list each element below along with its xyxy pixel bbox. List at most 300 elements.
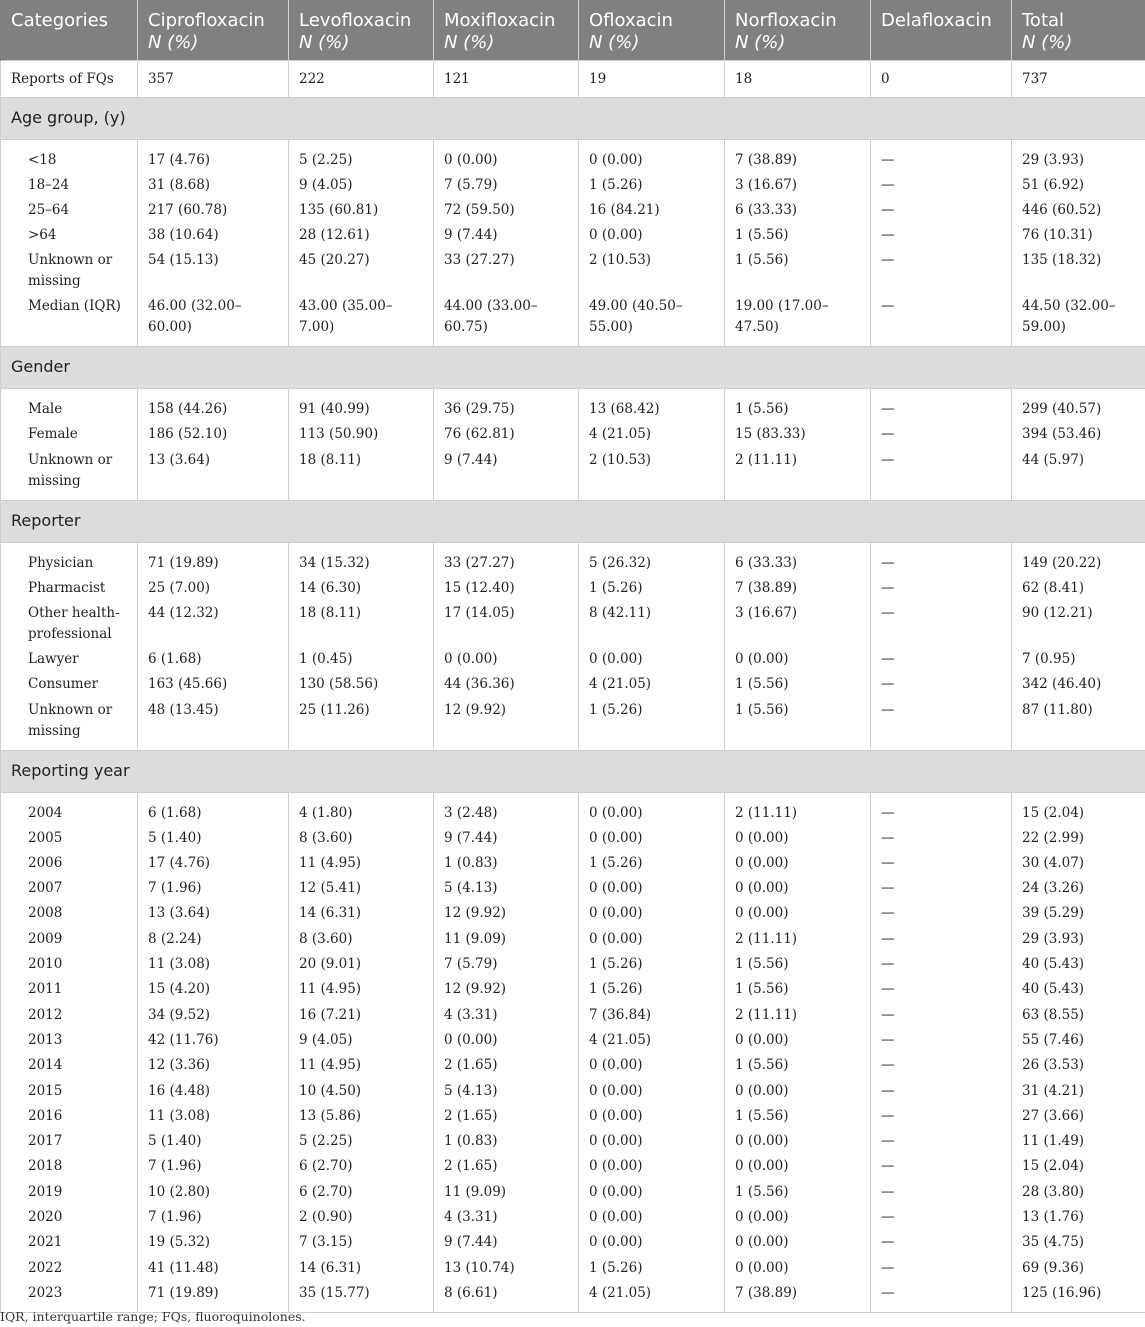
table-cell: 113 (50.90) <box>289 420 434 445</box>
row-label: 2008 <box>1 899 138 924</box>
table-cell: — <box>871 950 1012 975</box>
table-cell: 91 (40.99) <box>289 389 434 421</box>
table-row <box>1 1026 1145 1051</box>
table-cell: 11 (4.95) <box>289 1051 434 1076</box>
table-cell: 2 (0.90) <box>289 1203 434 1228</box>
table-cell: — <box>871 1051 1012 1076</box>
table-cell: 45 (20.27) <box>289 246 434 292</box>
table-cell: 1 (5.56) <box>725 1051 871 1076</box>
row-label: 25–64 <box>1 196 138 221</box>
table-cell: 1 (5.26) <box>579 171 725 196</box>
table-cell: 76 (62.81) <box>434 420 579 445</box>
table-cell: 55 (7.46) <box>1012 1026 1145 1051</box>
table-row <box>1 1254 1145 1279</box>
table-cell: 17 (4.76) <box>138 849 289 874</box>
table-cell: — <box>871 246 1012 292</box>
table-cell: 1 (5.26) <box>579 950 725 975</box>
table-cell: 12 (3.36) <box>138 1051 289 1076</box>
table-cell: 125 (16.96) <box>1012 1279 1145 1313</box>
reports-value: 222 <box>289 60 434 97</box>
row-label: 2014 <box>1 1051 138 1076</box>
table-cell: 149 (20.22) <box>1012 542 1145 574</box>
table-row <box>1 599 1145 645</box>
table-cell: 7 (0.95) <box>1012 645 1145 670</box>
row-label: 2004 <box>1 792 138 824</box>
row-label: 2022 <box>1 1254 138 1279</box>
table-cell: 8 (2.24) <box>138 925 289 950</box>
table-cell: — <box>871 599 1012 645</box>
table-cell: 4 (21.05) <box>579 1279 725 1313</box>
table-cell: 1 (5.26) <box>579 696 725 751</box>
row-label: 2021 <box>1 1228 138 1253</box>
table-cell: 24 (3.26) <box>1012 874 1145 899</box>
table-cell: 1 (5.56) <box>725 696 871 751</box>
table-cell: 34 (15.32) <box>289 542 434 574</box>
row-label: 2005 <box>1 824 138 849</box>
table-cell: — <box>871 292 1012 347</box>
table-cell: 29 (3.93) <box>1012 139 1145 171</box>
table-cell: 0 (0.00) <box>725 1228 871 1253</box>
table-cell: 35 (15.77) <box>289 1279 434 1313</box>
table-row <box>1 1152 1145 1177</box>
table-cell: 9 (7.44) <box>434 824 579 849</box>
table-cell: 12 (9.92) <box>434 696 579 751</box>
section-title: Gender <box>1 347 1145 389</box>
table-cell: 4 (3.31) <box>434 1203 579 1228</box>
section-title: Reporter <box>1 500 1145 542</box>
table-cell: 2 (10.53) <box>579 446 725 501</box>
table-cell: 27 (3.66) <box>1012 1102 1145 1127</box>
table-row <box>1 824 1145 849</box>
table-cell: 19.00 (17.00–47.50) <box>725 292 871 347</box>
table-cell: 28 (12.61) <box>289 221 434 246</box>
table-row <box>1 1102 1145 1127</box>
table-cell: 0 (0.00) <box>725 1152 871 1177</box>
table-row <box>1 171 1145 196</box>
table-cell: 44 (5.97) <box>1012 446 1145 501</box>
table-cell: — <box>871 1254 1012 1279</box>
table-cell: — <box>871 1102 1012 1127</box>
table-cell: 17 (4.76) <box>138 139 289 171</box>
table-cell: 7 (5.79) <box>434 950 579 975</box>
table-cell: — <box>871 1279 1012 1313</box>
table-cell: 42 (11.76) <box>138 1026 289 1051</box>
table-cell: 13 (1.76) <box>1012 1203 1145 1228</box>
table-cell: 2 (1.65) <box>434 1051 579 1076</box>
table-cell: 16 (7.21) <box>289 1001 434 1026</box>
table-cell: — <box>871 139 1012 171</box>
table-cell: 16 (4.48) <box>138 1077 289 1102</box>
table-cell: 0 (0.00) <box>579 1077 725 1102</box>
table-cell: 6 (33.33) <box>725 196 871 221</box>
table-row <box>1 420 1145 445</box>
section-title: Reporting year <box>1 750 1145 792</box>
row-label: 2007 <box>1 874 138 899</box>
table-row <box>1 670 1145 695</box>
table-cell: 40 (5.43) <box>1012 975 1145 1000</box>
table-row <box>1 574 1145 599</box>
table-cell: 2 (1.65) <box>434 1102 579 1127</box>
table-cell: 11 (9.09) <box>434 925 579 950</box>
table-cell: 1 (5.56) <box>725 1178 871 1203</box>
table-cell: 9 (4.05) <box>289 1026 434 1051</box>
table-cell: — <box>871 1152 1012 1177</box>
table-cell: 1 (5.26) <box>579 975 725 1000</box>
table-cell: 15 (2.04) <box>1012 1152 1145 1177</box>
row-label: Median (IQR) <box>1 292 138 347</box>
row-label: 2010 <box>1 950 138 975</box>
table-cell: — <box>871 171 1012 196</box>
table-cell: 2 (11.11) <box>725 792 871 824</box>
table-cell: 28 (3.80) <box>1012 1178 1145 1203</box>
table-cell: 0 (0.00) <box>434 645 579 670</box>
table-cell: 51 (6.92) <box>1012 171 1145 196</box>
table-cell: 394 (53.46) <box>1012 420 1145 445</box>
section-title: Age group, (y) <box>1 97 1145 139</box>
table-cell: 1 (5.56) <box>725 975 871 1000</box>
table-cell: 2 (11.11) <box>725 1001 871 1026</box>
table-cell: — <box>871 1203 1012 1228</box>
table-cell: 3 (16.67) <box>725 171 871 196</box>
row-label: <18 <box>1 139 138 171</box>
table-cell: 8 (3.60) <box>289 925 434 950</box>
reports-row <box>1 60 1145 97</box>
table-cell: — <box>871 221 1012 246</box>
table-cell: — <box>871 670 1012 695</box>
table-cell: 8 (42.11) <box>579 599 725 645</box>
table-cell: 5 (4.13) <box>434 1077 579 1102</box>
table-cell: 7 (38.89) <box>725 574 871 599</box>
table-cell: 12 (9.92) <box>434 899 579 924</box>
header-ofloxacin: Ofloxacin N (%) <box>579 0 725 60</box>
table-cell: — <box>871 925 1012 950</box>
table-cell: — <box>871 645 1012 670</box>
row-label: Physician <box>1 542 138 574</box>
table-cell: 0 (0.00) <box>579 1102 725 1127</box>
table-cell: 14 (6.31) <box>289 899 434 924</box>
row-label: Unknown or missing <box>1 446 138 501</box>
table-cell: 11 (1.49) <box>1012 1127 1145 1152</box>
table-cell: 0 (0.00) <box>579 874 725 899</box>
table-cell: 46.00 (32.00–60.00) <box>138 292 289 347</box>
table-row <box>1 1077 1145 1102</box>
table-row <box>1 389 1145 421</box>
table-cell: 13 (3.64) <box>138 899 289 924</box>
table-cell: 9 (7.44) <box>434 221 579 246</box>
section-header <box>1 500 1145 542</box>
row-label: 2016 <box>1 1102 138 1127</box>
table-cell: 0 (0.00) <box>579 1228 725 1253</box>
table-row <box>1 139 1145 171</box>
table-cell: — <box>871 899 1012 924</box>
row-label: 18–24 <box>1 171 138 196</box>
table-row <box>1 1203 1145 1228</box>
row-label: 2011 <box>1 975 138 1000</box>
table-cell: — <box>871 824 1012 849</box>
table-cell: 48 (13.45) <box>138 696 289 751</box>
table-header <box>1 0 1145 60</box>
table-cell: 1 (5.56) <box>725 246 871 292</box>
footnote: IQR, interquartile range; FQs, fluoroquinolones. <box>0 1309 306 1324</box>
table-cell: 6 (33.33) <box>725 542 871 574</box>
table-row <box>1 950 1145 975</box>
row-label: Consumer <box>1 670 138 695</box>
table-row <box>1 696 1145 751</box>
table-cell: 0 (0.00) <box>579 1127 725 1152</box>
table-cell: 29 (3.93) <box>1012 925 1145 950</box>
table-cell: 342 (46.40) <box>1012 670 1145 695</box>
table-cell: 0 (0.00) <box>579 899 725 924</box>
table-cell: 7 (36.84) <box>579 1001 725 1026</box>
table-cell: 87 (11.80) <box>1012 696 1145 751</box>
table-cell: 0 (0.00) <box>725 645 871 670</box>
table-cell: — <box>871 1127 1012 1152</box>
table-cell: 4 (21.05) <box>579 670 725 695</box>
table-cell: — <box>871 1178 1012 1203</box>
table-row <box>1 542 1145 574</box>
row-label: Lawyer <box>1 645 138 670</box>
table-cell: 71 (19.89) <box>138 1279 289 1313</box>
table-row <box>1 899 1145 924</box>
table-cell: 9 (7.44) <box>434 446 579 501</box>
section-header <box>1 97 1145 139</box>
header-moxifloxacin: Moxifloxacin N (%) <box>434 0 579 60</box>
table-cell: 12 (5.41) <box>289 874 434 899</box>
table-cell: 1 (5.26) <box>579 1254 725 1279</box>
table-row <box>1 246 1145 292</box>
table-cell: 0 (0.00) <box>725 1254 871 1279</box>
table-cell: 44.50 (32.00–59.00) <box>1012 292 1145 347</box>
table-cell: 4 (21.05) <box>579 420 725 445</box>
table-row <box>1 1178 1145 1203</box>
row-label: 2020 <box>1 1203 138 1228</box>
table-cell: 35 (4.75) <box>1012 1228 1145 1253</box>
header-categories: Categories <box>1 0 138 60</box>
row-label: Other health-professional <box>1 599 138 645</box>
table-cell: 5 (26.32) <box>579 542 725 574</box>
table-row <box>1 446 1145 501</box>
reports-value: 0 <box>871 60 1012 97</box>
table-cell: 20 (9.01) <box>289 950 434 975</box>
header-ciprofloxacin: Ciprofloxacin N (%) <box>138 0 289 60</box>
table-cell: 9 (4.05) <box>289 171 434 196</box>
header-norfloxacin: Norfloxacin N (%) <box>725 0 871 60</box>
table-row <box>1 196 1145 221</box>
header-total: Total N (%) <box>1012 0 1145 60</box>
row-label: 2012 <box>1 1001 138 1026</box>
table-cell: 7 (1.96) <box>138 874 289 899</box>
table-cell: 7 (38.89) <box>725 139 871 171</box>
table-cell: 3 (2.48) <box>434 792 579 824</box>
table-cell: 44 (36.36) <box>434 670 579 695</box>
table-cell: — <box>871 542 1012 574</box>
table-cell: 0 (0.00) <box>725 899 871 924</box>
table-cell: 14 (6.30) <box>289 574 434 599</box>
reports-value: 121 <box>434 60 579 97</box>
table-cell: 0 (0.00) <box>579 1152 725 1177</box>
table-cell: 15 (83.33) <box>725 420 871 445</box>
table-cell: 40 (5.43) <box>1012 950 1145 975</box>
table-cell: 5 (4.13) <box>434 874 579 899</box>
table-cell: 0 (0.00) <box>725 874 871 899</box>
table-cell: 1 (5.26) <box>579 574 725 599</box>
table-cell: 0 (0.00) <box>725 849 871 874</box>
table-cell: 33 (27.27) <box>434 542 579 574</box>
row-label: Pharmacist <box>1 574 138 599</box>
header-row <box>1 0 1145 60</box>
table-cell: 71 (19.89) <box>138 542 289 574</box>
table-cell: 6 (1.68) <box>138 792 289 824</box>
table-cell: 49.00 (40.50–55.00) <box>579 292 725 347</box>
table-cell: 0 (0.00) <box>579 1178 725 1203</box>
header-delafloxacin: Delafloxacin <box>871 0 1012 60</box>
table-cell: 13 (3.64) <box>138 446 289 501</box>
table-cell: 72 (59.50) <box>434 196 579 221</box>
table-cell: 0 (0.00) <box>579 221 725 246</box>
table-row <box>1 1279 1145 1313</box>
reports-value: 737 <box>1012 60 1145 97</box>
table-cell: 90 (12.21) <box>1012 599 1145 645</box>
row-label: 2015 <box>1 1077 138 1102</box>
table-cell: 7 (1.96) <box>138 1152 289 1177</box>
table-cell: 0 (0.00) <box>579 1203 725 1228</box>
table-cell: 0 (0.00) <box>579 1051 725 1076</box>
table-cell: 12 (9.92) <box>434 975 579 1000</box>
table-cell: 1 (5.56) <box>725 950 871 975</box>
table-cell: 6 (2.70) <box>289 1152 434 1177</box>
table-row <box>1 792 1145 824</box>
row-label: Unknown or missing <box>1 696 138 751</box>
table-cell: 11 (4.95) <box>289 849 434 874</box>
table-cell: 2 (10.53) <box>579 246 725 292</box>
table-cell: 0 (0.00) <box>725 824 871 849</box>
table-cell: 186 (52.10) <box>138 420 289 445</box>
table-cell: — <box>871 446 1012 501</box>
table-body <box>1 60 1145 1312</box>
table-row <box>1 645 1145 670</box>
table-cell: 11 (3.08) <box>138 950 289 975</box>
table-cell: 13 (68.42) <box>579 389 725 421</box>
row-label: >64 <box>1 221 138 246</box>
table-cell: 2 (1.65) <box>434 1152 579 1177</box>
table-cell: — <box>871 792 1012 824</box>
table-cell: 76 (10.31) <box>1012 221 1145 246</box>
table-cell: 1 (0.83) <box>434 849 579 874</box>
table-cell: 1 (5.56) <box>725 389 871 421</box>
table-row <box>1 1001 1145 1026</box>
table-cell: 6 (1.68) <box>138 645 289 670</box>
table-cell: 14 (6.31) <box>289 1254 434 1279</box>
table-cell: 43.00 (35.00–7.00) <box>289 292 434 347</box>
table-cell: 8 (6.61) <box>434 1279 579 1313</box>
header-levofloxacin: Levofloxacin N (%) <box>289 0 434 60</box>
table-cell: 4 (1.80) <box>289 792 434 824</box>
table-cell: 31 (4.21) <box>1012 1077 1145 1102</box>
table-row <box>1 221 1145 246</box>
table-cell: 7 (1.96) <box>138 1203 289 1228</box>
table-cell: — <box>871 975 1012 1000</box>
table-cell: 19 (5.32) <box>138 1228 289 1253</box>
table-row <box>1 849 1145 874</box>
row-label: Male <box>1 389 138 421</box>
section-header <box>1 347 1145 389</box>
table-cell: 217 (60.78) <box>138 196 289 221</box>
table-cell: 135 (60.81) <box>289 196 434 221</box>
reports-value: 357 <box>138 60 289 97</box>
table-cell: 7 (38.89) <box>725 1279 871 1313</box>
table-cell: 63 (8.55) <box>1012 1001 1145 1026</box>
reports-value: 19 <box>579 60 725 97</box>
table-cell: — <box>871 874 1012 899</box>
row-label: Unknown or missing <box>1 246 138 292</box>
table-cell: 1 (5.26) <box>579 849 725 874</box>
table-cell: 299 (40.57) <box>1012 389 1145 421</box>
table-cell: 158 (44.26) <box>138 389 289 421</box>
table-cell: 11 (9.09) <box>434 1178 579 1203</box>
table-cell: 31 (8.68) <box>138 171 289 196</box>
reports-label: Reports of FQs <box>1 60 138 97</box>
table-cell: — <box>871 389 1012 421</box>
table-cell: 7 (5.79) <box>434 171 579 196</box>
table-cell: 135 (18.32) <box>1012 246 1145 292</box>
table-cell: — <box>871 849 1012 874</box>
table-cell: 0 (0.00) <box>725 1127 871 1152</box>
table-cell: 2 (11.11) <box>725 446 871 501</box>
table-cell: 13 (10.74) <box>434 1254 579 1279</box>
table-row <box>1 874 1145 899</box>
table-cell: 1 (5.56) <box>725 670 871 695</box>
table-cell: 38 (10.64) <box>138 221 289 246</box>
table-cell: — <box>871 574 1012 599</box>
table-cell: 44 (12.32) <box>138 599 289 645</box>
table-cell: 26 (3.53) <box>1012 1051 1145 1076</box>
table-cell: — <box>871 420 1012 445</box>
table-row <box>1 1051 1145 1076</box>
table-cell: — <box>871 1001 1012 1026</box>
table-cell: 7 (3.15) <box>289 1228 434 1253</box>
table-cell: — <box>871 196 1012 221</box>
table-cell: 130 (58.56) <box>289 670 434 695</box>
table-cell: 0 (0.00) <box>579 824 725 849</box>
table-cell: 15 (2.04) <box>1012 792 1145 824</box>
row-label: 2017 <box>1 1127 138 1152</box>
table-cell: 0 (0.00) <box>725 1203 871 1228</box>
table-cell: 3 (16.67) <box>725 599 871 645</box>
table-row <box>1 1127 1145 1152</box>
table-cell: 4 (3.31) <box>434 1001 579 1026</box>
table-cell: 5 (1.40) <box>138 1127 289 1152</box>
row-label: 2018 <box>1 1152 138 1177</box>
table-cell: 39 (5.29) <box>1012 899 1145 924</box>
table-cell: 0 (0.00) <box>579 792 725 824</box>
reports-value: 18 <box>725 60 871 97</box>
table-cell: 25 (7.00) <box>138 574 289 599</box>
table-cell: 0 (0.00) <box>579 139 725 171</box>
table-cell: 16 (84.21) <box>579 196 725 221</box>
table-cell: 0 (0.00) <box>725 1026 871 1051</box>
table-cell: 41 (11.48) <box>138 1254 289 1279</box>
table-cell: 13 (5.86) <box>289 1102 434 1127</box>
table-cell: 62 (8.41) <box>1012 574 1145 599</box>
table-cell: — <box>871 696 1012 751</box>
table-cell: 5 (1.40) <box>138 824 289 849</box>
table-cell: 17 (14.05) <box>434 599 579 645</box>
table-cell: 0 (0.00) <box>579 645 725 670</box>
table-cell: 5 (2.25) <box>289 139 434 171</box>
table-cell: 1 (5.56) <box>725 221 871 246</box>
table-cell: 18 (8.11) <box>289 446 434 501</box>
table-cell: — <box>871 1026 1012 1051</box>
